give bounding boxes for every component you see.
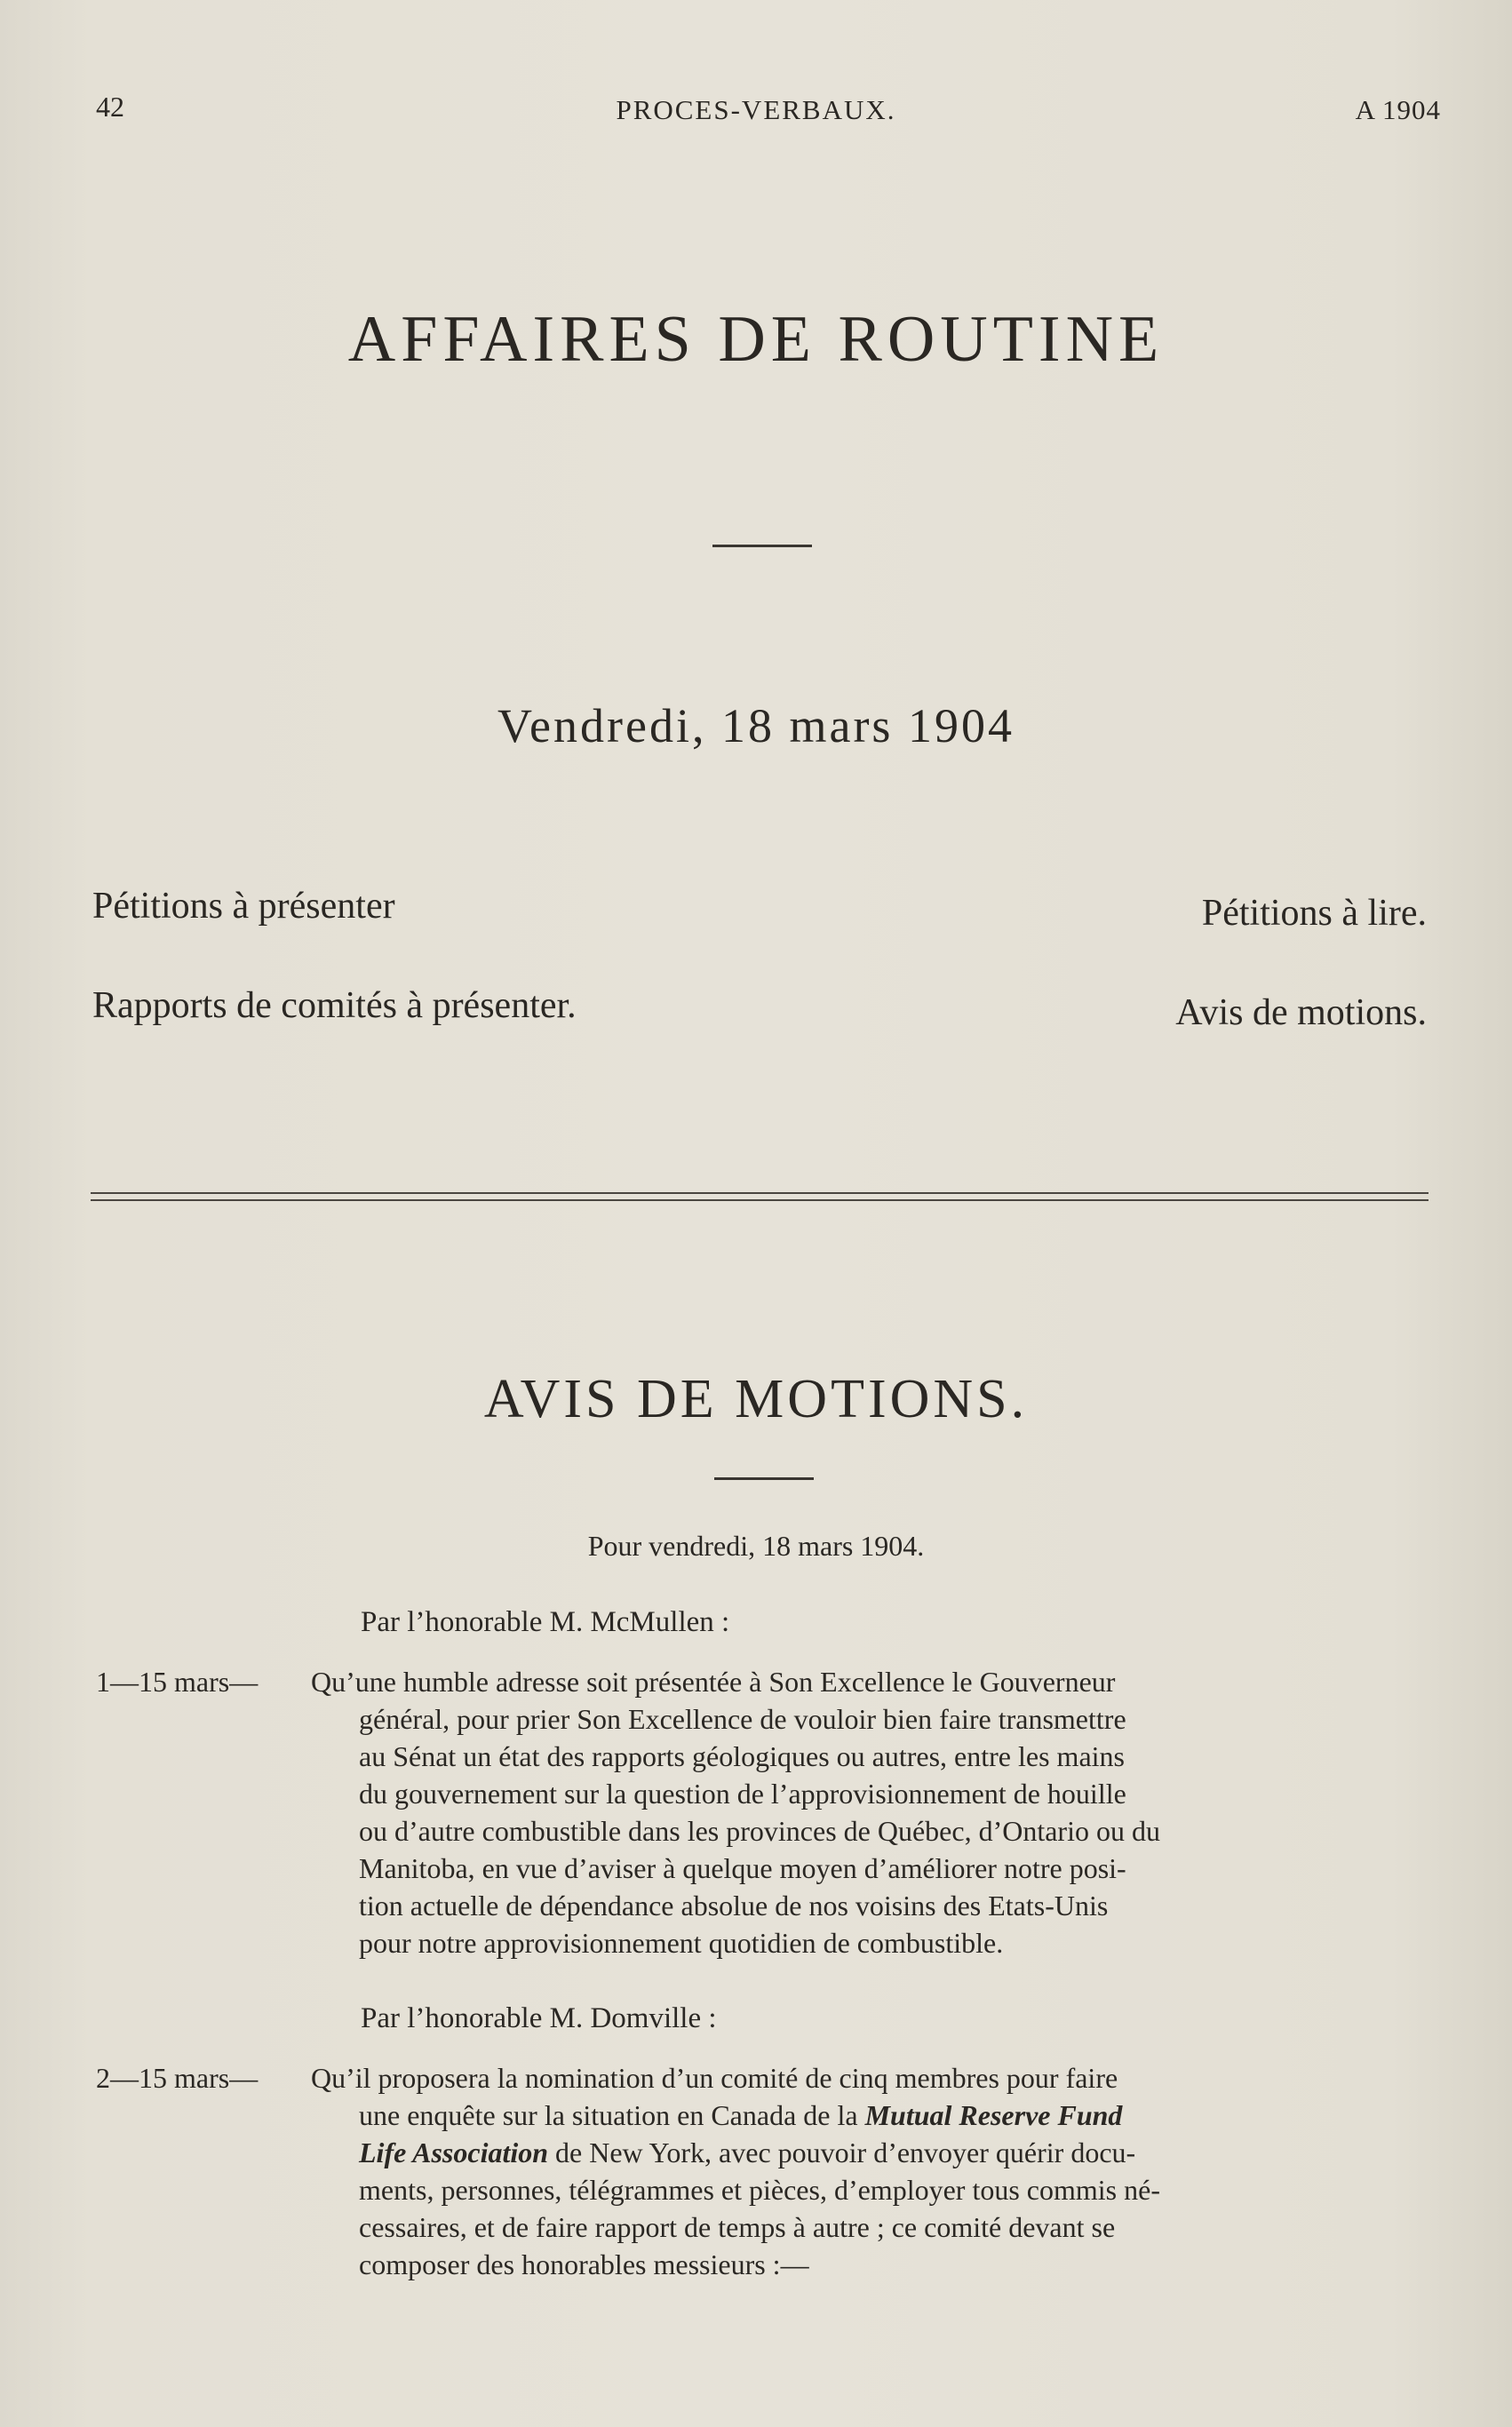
motion-line-part: de New York, avec pouvoir d’envoyer quérir docu- [548, 2137, 1136, 2168]
motion-line: pour notre approvisionnement quotidien de combustible. [359, 1927, 1004, 1959]
section-divider [91, 1192, 1428, 1201]
motion-line: ou d’autre combustible dans les provinces de Québec, d’Ontario ou du [359, 1815, 1160, 1847]
motion-line: composer des honorables messieurs :— [359, 2248, 809, 2280]
motion-line: du gouvernement sur la question de l’approvisionnement de houille [359, 1778, 1126, 1810]
page-header [0, 91, 1512, 135]
motion-mover: Par l’honorable M. Domville : [361, 2002, 717, 2034]
motion-text-cont [359, 2097, 1425, 2283]
motion-text [311, 1663, 1425, 1700]
title-rule [712, 545, 812, 547]
motion-text-cont [359, 1700, 1425, 1961]
motion-line [359, 2134, 1425, 2171]
motion-line [359, 2097, 1425, 2134]
motion-line-part: une enquête sur la situation en Canada de la [359, 2099, 865, 2131]
agenda-item-petitions-present: Pétitions à présenter [92, 886, 395, 927]
for-date: Pour vendredi, 18 mars 1904. [587, 1530, 925, 1562]
company-name-part: Mutual Reserve Fund [864, 2099, 1123, 2131]
agenda-item-committee-reports: Rapports de comités à présenter. [92, 985, 577, 1026]
motion-line: Manitoba, en vue d’aviser à quelque moyen d’améliorer notre posi- [359, 1852, 1126, 1884]
agenda-item-notices-of-motion: Avis de motions. [1175, 992, 1427, 1033]
motion-line: cessaires, et de faire rapport de temps à autre ; ce comité devant se [359, 2211, 1116, 2243]
motion-line: au Sénat un état des rapports géologiques ou autres, entre les mains [359, 1740, 1125, 1772]
year-code: A 1904 [1355, 94, 1441, 125]
motion-line: Qu’il proposera la nomination d’un comité de cinq membres pour faire [311, 2062, 1118, 2094]
motion-line: général, pour prier Son Excellence de vouloir bien faire transmettre [359, 1703, 1126, 1735]
motion-reference: 2—15 mars— [96, 2062, 259, 2094]
motion-line: tion actuelle de dépendance absolue de nos voisins des Etats-Unis [359, 1890, 1109, 1922]
date-line: Vendredi, 18 mars 1904 [497, 699, 1015, 752]
section-title: AVIS DE MOTIONS. [483, 1369, 1029, 1429]
section-rule [714, 1477, 814, 1480]
motion-reference: 1—15 mars— [96, 1666, 259, 1698]
motion-line: Qu’une humble adresse soit présentée à Son Excellence le Gouverneur [311, 1666, 1116, 1698]
motion-text [311, 2059, 1425, 2097]
motion-line: ments, personnes, télégrammes et pièces, d’employer tous commis né- [359, 2174, 1160, 2206]
motion-mover: Par l’honorable M. McMullen : [361, 1606, 730, 1638]
page-number: 42 [96, 91, 124, 123]
main-title: AFFAIRES DE ROUTINE [347, 303, 1165, 376]
running-title: PROCES-VERBAUX. [616, 94, 896, 125]
company-name-part: Life Association [359, 2137, 549, 2168]
agenda-item-petitions-read: Pétitions à lire. [1201, 893, 1427, 934]
